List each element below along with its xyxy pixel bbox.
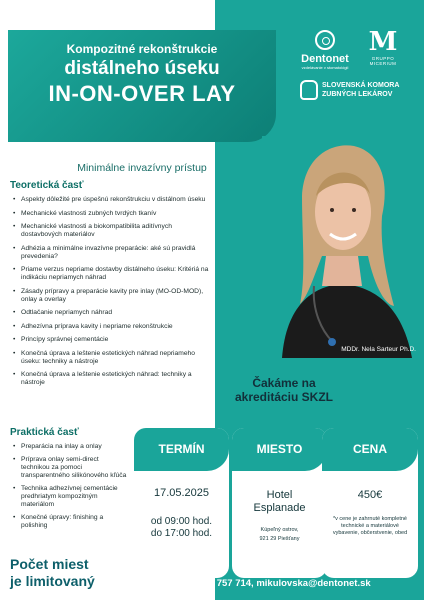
orders-label: Objednávky:: [138, 578, 191, 589]
list-item: • Technika adhezívnej cementácie predhriatym kompozitným materiálom: [10, 485, 128, 509]
list-item: • Konečná úprava a leštenie estetických náhrad: techniky a nástroje: [10, 371, 210, 387]
dentonet-logo: [296, 30, 354, 70]
practice-title: Praktická časť: [10, 427, 79, 438]
micerium-logo: [358, 28, 408, 66]
limited-line-2: je limitovaný: [10, 573, 95, 589]
place-card-header: MIESTO: [232, 428, 327, 471]
accreditation-note: Čakáme na akreditáciu SKZL: [234, 376, 334, 404]
limited-seats-note: [10, 556, 95, 590]
dentonet-logo-icon: [315, 30, 335, 50]
list-item: • Adhezívna príprava kavity i nepriame rekonštrukcie: [10, 323, 210, 331]
place-address-1: Kúpeľný ostrov,: [260, 527, 299, 533]
list-item: • Preparácia na inlay a onlay: [10, 443, 128, 451]
doctor-name: MDDr. Nela Sarteur Ph.D.: [341, 346, 416, 353]
list-item: • Mechanické vlastnosti zubných tvrdých tkanív: [10, 210, 210, 218]
practice-list: [10, 443, 128, 535]
list-item: • Mechanické vlastnosti a biokompatibilita aditívnych dostavbových materiálov: [10, 223, 210, 239]
list-item: • Konečné úpravy: finishing a polishing: [10, 514, 128, 530]
title-line-2: distálneho úseku: [64, 58, 220, 79]
term-card: [134, 428, 229, 578]
limited-line-1: Počet miest: [10, 556, 89, 572]
term-time-from: od 09:00 hod.: [150, 516, 213, 527]
theory-list: [10, 196, 210, 393]
list-item: • Príprava onlay semi-direct technikou za pomoci transparentného silikónového kľúča: [10, 456, 128, 480]
dentonet-name: Dentonet: [301, 53, 349, 65]
price-card: [322, 428, 418, 578]
term-time-to: do 17:00 hod.: [150, 528, 213, 539]
orders-contact: [138, 578, 420, 589]
term-date: 17.05.2025: [153, 487, 210, 499]
subtitle: Minimálne invazívny prístup: [77, 162, 207, 174]
list-item: • Aspekty dôležité pre úspešnú rekonštrukciu v distálnom úseku: [10, 196, 210, 204]
tooth-icon: [300, 80, 318, 100]
price-card-header: CENA: [322, 428, 418, 471]
orders-contact-details[interactable]: 0911 757 714, mikulovska@dentonet.sk: [193, 578, 371, 589]
list-item: • Princípy správnej cementácie: [10, 336, 210, 344]
doctor-portrait: [262, 136, 424, 358]
title-line-3: IN-ON-OVER LAY: [48, 81, 236, 106]
skzl-text: [322, 81, 399, 99]
micerium-name: GRUPPO MICERIUM: [369, 56, 397, 66]
list-item: • Odtlačanie nepriamych náhrad: [10, 309, 210, 317]
skzl-line-2: ZUBNÝCH LEKÁROV: [322, 91, 393, 98]
list-item: • Zásady prípravy a preparácie kavity pre inlay (MO-OD-MOD), onlay a overlay: [10, 288, 210, 304]
place-card: [232, 428, 327, 578]
skzl-line-1: SLOVENSKÁ KOMORA: [322, 82, 400, 89]
skzl-logo: [300, 78, 416, 104]
term-card-header: TERMÍN: [134, 428, 229, 471]
theory-title: Teoretická časť: [10, 180, 84, 191]
title-line-1: Kompozitné rekonštrukcie: [66, 42, 218, 56]
title-card: [8, 30, 276, 142]
dentonet-tagline: vzdelávanie v stomatológii: [301, 65, 349, 70]
list-item: • Konečná úprava a leštenie estetických náhrad nepriameho úseku: techniky a nástroje: [10, 350, 210, 366]
price-amount: 450€: [357, 489, 383, 501]
place-address-2: 921 29 Piešťany: [259, 536, 300, 542]
place-name-1: Hotel: [266, 489, 293, 501]
place-name-2: Esplanade: [253, 502, 306, 514]
micerium-logo-icon: M: [368, 27, 398, 57]
list-item: • Priame verzus nepriame dostavby distálneho úseku: Kritériá na indikáciu nepriamych náhrad: [10, 266, 210, 282]
price-note: *v cene je zahrnuté kompletné technické a materiálové vybavenie, občerstvenie, obed: [332, 516, 408, 536]
list-item: • Adhézia a minimálne invazívne preparácie: aké sú pravidlá prevedenia?: [10, 245, 210, 261]
